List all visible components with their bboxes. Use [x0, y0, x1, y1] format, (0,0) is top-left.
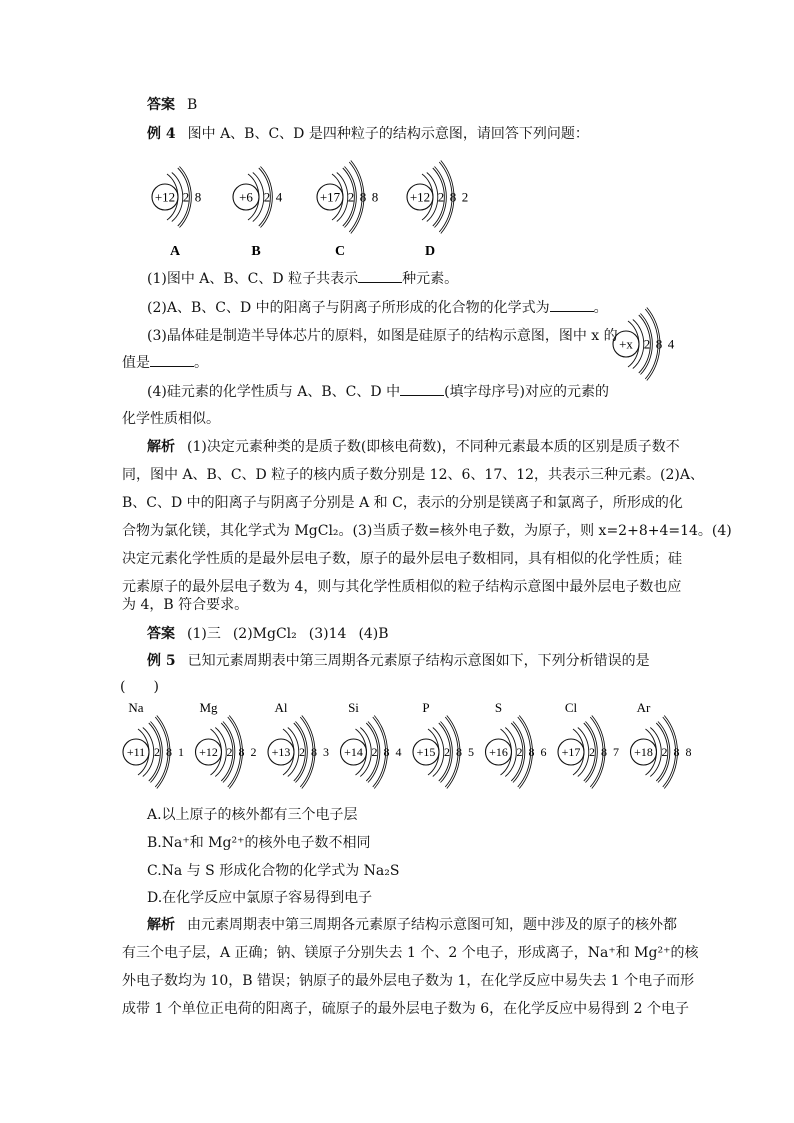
- option-c[interactable]: C.Na 与 S 形成化合物的化学式为 Na₂S: [147, 863, 400, 879]
- solution-4-line-1: [147, 438, 680, 456]
- q1-text: (1)图中 A、B、C、D 粒子共表示: [147, 271, 359, 287]
- shell-electron-count: 2: [643, 336, 651, 352]
- example-4-q1: [147, 270, 458, 288]
- shell-electron-count: 8: [449, 189, 457, 205]
- shell-electron-count: 2: [661, 745, 668, 760]
- shell-electron-count: 7: [613, 745, 619, 760]
- shell-electron-count: 8: [673, 745, 680, 760]
- solution-5-line-3: 外电子数均为 10，B 错误；钠原子的最外层电子数为 1，在化学反应中易失去 1 个电子而形: [122, 973, 695, 989]
- example-4-text: 图中 A、B、C、D 是四种粒子的结构示意图，请回答下列问题：: [187, 126, 589, 142]
- shell-electron-count: 8: [685, 745, 692, 760]
- element-symbol: Mg: [199, 700, 218, 715]
- example-4-q4-cont: [122, 410, 220, 428]
- q2-text-end: 。: [593, 300, 608, 316]
- answer-value: B: [187, 97, 198, 113]
- solution-4-text-1: (1)决定元素种类的是质子数(即核电荷数)，不同种元素最本质的区别是质子数不: [187, 439, 680, 455]
- example-5-atom-diagrams: [118, 694, 706, 790]
- shell-electron-count: 2: [182, 189, 190, 205]
- shell-electron-count: 6: [540, 745, 547, 760]
- shell-electron-count: 2: [589, 745, 595, 760]
- example-4-q4: [147, 383, 609, 401]
- solution-5-text-1: 由元素周期表中第三周期各元素原子结构示意图可知，题中涉及的原子的核外都: [187, 917, 677, 933]
- answer-4-item-4: (4)B: [358, 626, 389, 642]
- q3-blank[interactable]: [150, 354, 194, 367]
- shell-electron-count: 8: [238, 745, 245, 760]
- element-symbol: Na: [128, 700, 144, 715]
- example-5-question: [147, 652, 650, 670]
- nucleus-charge: +12: [199, 745, 218, 760]
- shell-electron-count: 8: [528, 745, 535, 760]
- element-symbol: P: [422, 700, 430, 715]
- nucleus-charge: +15: [416, 745, 436, 760]
- answer-line: [147, 96, 197, 114]
- solution-5-line-4: 成带 1 个单位正电荷的阳离子，硫原子的最外层电子数为 6，在化学反应中易得到 2 个电子: [122, 1001, 689, 1017]
- shell-electron-count: 5: [468, 745, 474, 760]
- shell-electron-count: 4: [275, 189, 283, 205]
- q2-text: (2)A、B、C、D 中的阳离子与阴离子所形成的化合物的化学式为: [147, 300, 550, 316]
- answer-4-label: 答案: [147, 626, 175, 642]
- atom-letter-label: A: [169, 244, 181, 259]
- q4-text: (4)硅元素的化学性质与 A、B、C、D 中: [147, 384, 401, 400]
- example-4-question: [147, 125, 589, 143]
- atom-al: [268, 716, 329, 789]
- option-d[interactable]: D.在化学反应中氯原子容易得到电子: [147, 890, 373, 906]
- shell-electron-count: 3: [323, 745, 329, 760]
- shell-electron-count: 2: [263, 189, 271, 205]
- element-symbol: Cl: [564, 700, 578, 715]
- shell-electron-count: 8: [383, 745, 390, 760]
- silicon-atom-diagram: [608, 294, 692, 394]
- atom-A: [152, 167, 201, 228]
- nucleus-charge: +14: [344, 745, 363, 760]
- electron-shell-arc: [592, 716, 605, 789]
- example-4-q2: [147, 299, 608, 317]
- atom-letter-label: B: [251, 244, 261, 259]
- shell-electron-count: 1: [178, 745, 184, 760]
- shell-electron-count: 8: [166, 745, 172, 760]
- answer-4-item-2: (2)MgCl₂: [232, 626, 297, 642]
- atom-ar: [631, 716, 692, 789]
- element-symbol: Al: [274, 700, 288, 715]
- atom-letter-label: D: [424, 244, 436, 259]
- example-4-label: 例 4: [147, 126, 176, 142]
- electron-shell-arc: [302, 716, 315, 789]
- nucleus-charge: +x: [619, 336, 633, 352]
- shell-electron-count: 8: [371, 189, 379, 205]
- shell-electron-count: 2: [461, 189, 469, 205]
- q4-text-2: (填字母序号)对应的元素的: [444, 384, 610, 400]
- q4-blank[interactable]: [400, 383, 444, 396]
- electron-shell-arc: [226, 716, 242, 789]
- nucleus-charge: +16: [489, 745, 508, 760]
- atom-mg: [196, 716, 257, 789]
- shell-electron-count: 4: [395, 745, 402, 760]
- solution-5-line-1: [147, 916, 677, 934]
- answer-4-item-1: (1)三: [187, 626, 221, 642]
- nucleus-charge: +17: [561, 745, 581, 760]
- nucleus-charge: +12: [154, 189, 176, 205]
- q1-blank[interactable]: [358, 270, 402, 283]
- option-b[interactable]: B.Na⁺和 Mg²⁺的核外电子数不相同: [147, 835, 371, 851]
- q4-text-3: 化学性质相似。: [122, 411, 220, 427]
- atom-s: [486, 716, 547, 789]
- solution-4-line-7: 为 4，B 符合要求。: [122, 597, 249, 613]
- nucleus-charge: +13: [271, 745, 291, 760]
- example-4-q3: [147, 327, 618, 345]
- shell-electron-count: 8: [359, 189, 367, 205]
- q1-text-end: 种元素。: [402, 271, 459, 287]
- solution-4-line-5: 决定元素化学性质的是最外层电子数，原子的最外层电子数相同，具有相似的化学性质；硅: [122, 551, 682, 567]
- example-5-label: 例 5: [147, 653, 176, 669]
- shell-electron-count: 2: [371, 745, 378, 760]
- example-5-paren: ( ): [120, 679, 159, 695]
- atom-silicon: [613, 308, 675, 381]
- answer-4-line: [147, 625, 389, 643]
- shell-electron-count: 8: [194, 189, 202, 205]
- nucleus-charge: +17: [319, 189, 341, 205]
- atom-letter-label: C: [334, 244, 346, 259]
- shell-electron-count: 2: [250, 745, 257, 760]
- answer-label: 答案: [147, 97, 175, 113]
- solution-5-label: 解析: [147, 917, 175, 933]
- solution-5-line-2: 有三个电子层，A 正确；钠、镁原子分别失去 1 个、2 个电子，形成离子，Na⁺和 Mg²⁺的核: [122, 945, 699, 961]
- atom-B: [233, 167, 283, 228]
- solution-4-line-4: 合物为氯化镁，其化学式为 MgCl₂。(3)当质子数=核外电子数，为原子，则 x=2+8+4=14。(4): [122, 523, 732, 539]
- electron-shell-arc: [661, 716, 677, 789]
- q3-text-end: 。: [194, 355, 208, 371]
- answer-4-item-3: (3)14: [308, 626, 347, 642]
- element-symbol: Si: [348, 700, 359, 715]
- q3-text-2: 值是: [122, 355, 150, 371]
- shell-electron-count: 2: [437, 189, 445, 205]
- element-symbol: Ar: [636, 700, 651, 715]
- shell-electron-count: 2: [154, 745, 160, 760]
- q3-text: (3)晶体硅是制造半导体芯片的原料，如图是硅原子的结构示意图，图中 x 的: [147, 328, 618, 344]
- atom-cl: [558, 716, 619, 789]
- shell-electron-count: 8: [655, 336, 663, 352]
- option-a[interactable]: A.以上原子的核外都有三个电子层: [147, 807, 358, 823]
- nucleus-charge: +12: [409, 189, 431, 205]
- shell-electron-count: 2: [347, 189, 355, 205]
- shell-electron-count: 8: [601, 745, 607, 760]
- atom-C: [317, 161, 378, 234]
- solution-4-line-2: 同，图中 A、B、C、D 粒子的核内质子数分别是 12、6、17、12，共表示三种元素。(2)A、: [122, 467, 704, 483]
- shell-electron-count: 8: [311, 745, 317, 760]
- shell-electron-count: 2: [444, 745, 450, 760]
- solution-4-line-3: B、C、D 中的阳离子与阴离子分别是 A 和 C，表示的分别是镁离子和氯离子，所形成的化: [122, 495, 683, 511]
- q2-blank[interactable]: [550, 299, 594, 312]
- nucleus-charge: +6: [239, 189, 253, 205]
- example-5-text: 已知元素周期表中第三周期各元素原子结构示意图如下，下列分析错误的是: [187, 653, 650, 669]
- example-4-atom-diagrams: [140, 145, 500, 265]
- example-4-q3-cont: [122, 354, 208, 372]
- electron-shell-arc: [351, 161, 364, 234]
- shell-electron-count: 2: [516, 745, 523, 760]
- nucleus-charge: +18: [634, 745, 653, 760]
- shell-electron-count: 2: [226, 745, 233, 760]
- element-symbol: S: [494, 700, 503, 715]
- atom-D: [407, 161, 468, 234]
- atom-si: [341, 716, 402, 789]
- shell-electron-count: 4: [667, 336, 675, 352]
- electron-shell-arc: [157, 716, 170, 789]
- atom-na: [123, 716, 184, 789]
- atom-p: [413, 716, 474, 789]
- shell-electron-count: 2: [299, 745, 305, 760]
- solution-4-line-6: 元素原子的最外层电子数为 4，则与其化学性质相似的粒子结构示意图中最外层电子数也应: [122, 579, 682, 595]
- solution-4-label: 解析: [147, 439, 175, 455]
- shell-electron-count: 8: [456, 745, 462, 760]
- nucleus-charge: +11: [126, 745, 146, 760]
